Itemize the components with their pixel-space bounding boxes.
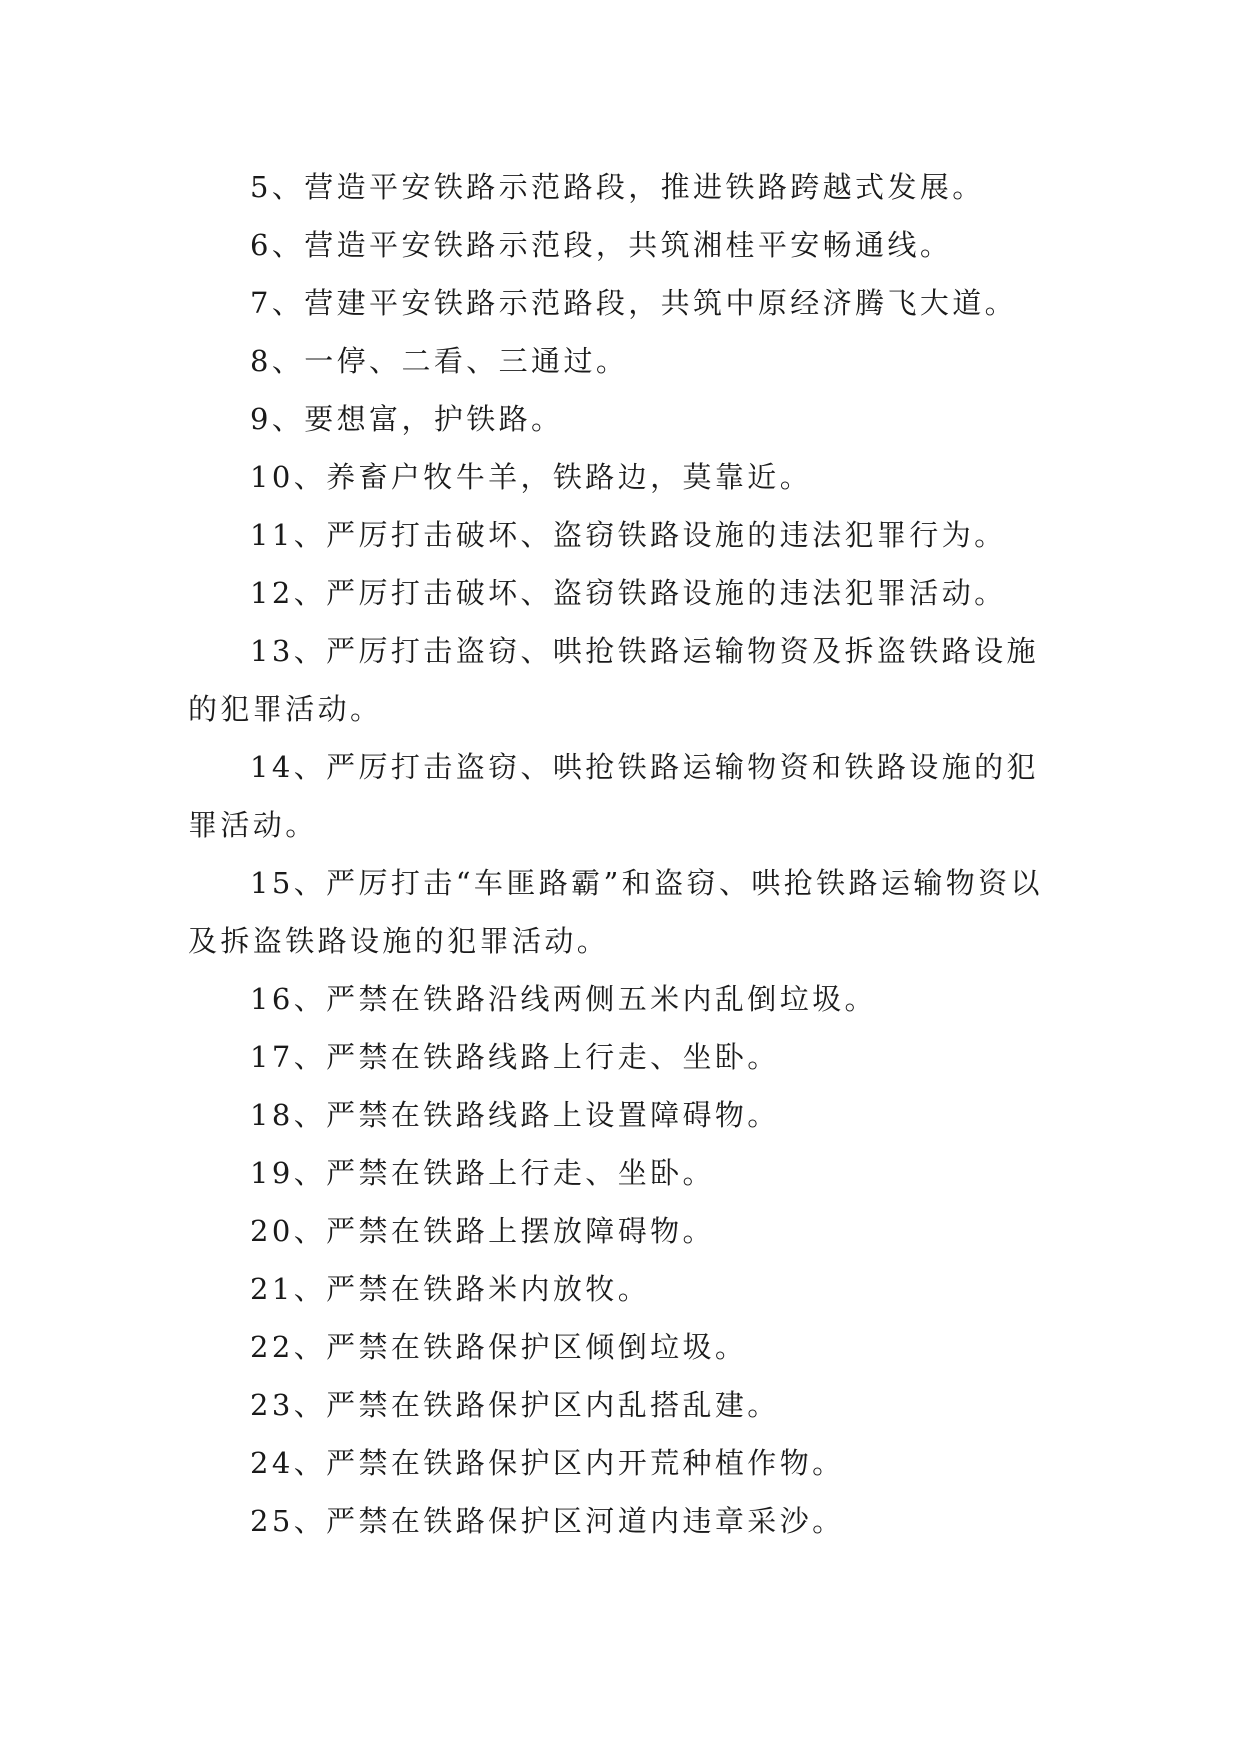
- list-item: 8、一停、二看、三通过。: [250, 344, 629, 378]
- list-item: 16、严禁在铁路沿线两侧五米内乱倒垃圾。: [250, 982, 877, 1016]
- list-item: 18、严禁在铁路线路上设置障碍物。: [250, 1098, 780, 1132]
- document-body: [188, 158, 1048, 1550]
- list-item: 25、严禁在铁路保护区河道内违章采沙。: [250, 1504, 845, 1538]
- list-item: 5、营造平安铁路示范路段，推进铁路跨越式发展。: [250, 170, 985, 204]
- list-item: 17、严禁在铁路线路上行走、坐卧。: [250, 1040, 780, 1074]
- list-item: 15、严厉打击“车匪路霸”和盗窃、哄抢铁路运输物资以及拆盗铁路设施的犯罪活动。: [188, 866, 1043, 958]
- list-item: 19、严禁在铁路上行走、坐卧。: [250, 1156, 715, 1190]
- list-item: 7、营建平安铁路示范路段，共筑中原经济腾飞大道。: [250, 286, 1018, 320]
- list-item: 12、严厉打击破坏、盗窃铁路设施的违法犯罪活动。: [250, 576, 1007, 610]
- list-item: 6、营造平安铁路示范段，共筑湘桂平安畅通线。: [250, 228, 953, 262]
- list-item: 21、严禁在铁路米内放牧。: [250, 1272, 651, 1306]
- list-item: 20、严禁在铁路上摆放障碍物。: [250, 1214, 715, 1248]
- list-item: 13、严厉打击盗窃、哄抢铁路运输物资及拆盗铁路设施的犯罪活动。: [188, 634, 1039, 726]
- list-item: 10、养畜户牧牛羊，铁路边，莫靠近。: [250, 460, 813, 494]
- list-item: 23、严禁在铁路保护区内乱搭乱建。: [250, 1388, 780, 1422]
- list-item: 11、严厉打击破坏、盗窃铁路设施的违法犯罪行为。: [250, 518, 1007, 552]
- list-item: 22、严禁在铁路保护区倾倒垃圾。: [250, 1330, 748, 1364]
- list-item: 9、要想富，护铁路。: [250, 402, 564, 436]
- list-item: 14、严厉打击盗窃、哄抢铁路运输物资和铁路设施的犯罪活动。: [188, 750, 1039, 842]
- list-item: 24、严禁在铁路保护区内开荒种植作物。: [250, 1446, 845, 1480]
